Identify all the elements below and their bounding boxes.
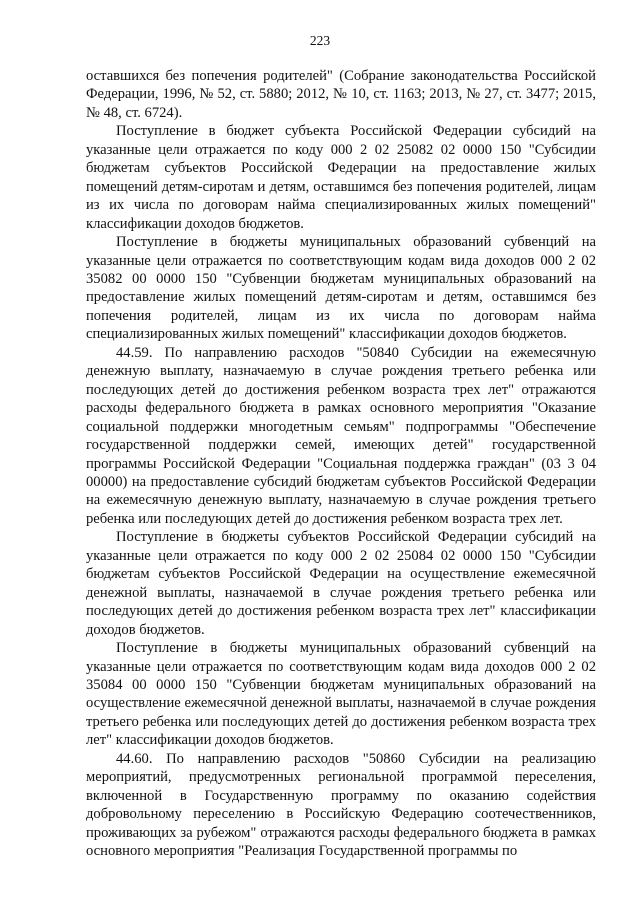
paragraph-clause-44-59: 44.59. По направлению расходов "50840 Субсидии на ежемесячную денежную выплату, назначаемую в случае рождения третьего ребенка или последующих детей до достижения ребенком возраста трех лет" отражаются расходы федерального бюджета в рамках основного мероприятия "Оказание социальной поддержки многодетным семьям" подпрограммы "Обеспечение государственной поддержки семей, имеющих детей" государственной программы Российской Федерации "Социальная поддержка граждан" (03 3 04 00000) на предоставление субсидий бюджетам субъектов Российской Федерации на ежемесячную денежную выплату, назначаемую в случае рождения третьего ребенка или последующих детей до достижения ребенком возраста трех лет. [86,344,596,527]
page-number: 223 [309,33,331,48]
paragraph: Поступление в бюджеты субъектов Российской Федерации субсидий на указанные цели отражается по коду 000 2 02 25084 02 0000 150 "Субсидии бюджетам субъектов Российской Федерации на осуществление ежемесячной денежной выплаты, назначаемой в случае рождения третьего ребенка или последующих детей до достижения ребенком возраста трех лет" классификации доходов бюджетов. [86,529,596,638]
paragraph: Поступление в бюджеты муниципальных образований субвенций на указанные цели отражается по соответствующим кодам вида доходов 000 2 02 35082 00 0000 150 "Субвенции бюджетам муниципальных образований на предоставление жилых помещений детям-сиротам и детям, оставшимся без попечения родителей, лицам из их числа по договорам найма специализированных жилых помещений" классификации доходов бюджетов. [86,234,596,343]
paragraph: Поступление в бюджет субъекта Российской Федерации субсидий на указанные цели отражается по коду 000 2 02 25082 02 0000 150 "Субсидии бюджетам субъектов Российской Федерации на предоставление жилых помещений детям-сиротам и детям, оставшимся без попечения родителей, лицам из их числа по договорам найма специализированных жилых помещений" классификации доходов бюджетов. [86,123,596,232]
paragraph-clause-44-60: 44.60. По направлению расходов "50860 Субсидии на реализацию мероприятий, предусмотренных региональной программой переселения, включенной в Государственную программу по оказанию содействия добровольному переселению в Российскую Федерацию соотечественников, проживающих за рубежом" отражаются расходы федерального бюджета в рамках основного мероприятия "Реализация Государственной программы по [86,750,596,860]
document-body [86,67,596,860]
paragraph: Поступление в бюджеты муниципальных образований субвенций на указанные цели отражается по соответствующим кодам вида доходов 000 2 02 35084 00 0000 150 "Субвенции бюджетам муниципальных образований на осуществление ежемесячной денежной выплаты, назначаемой в случае рождения третьего ребенка или последующих детей до достижения ребенком возраста трех лет" классификации доходов бюджетов. [86,640,596,749]
paragraph-continuation: оставшихся без попечения родителей" (Собрание законодательства Российской Федерации, 1996, № 52, ст. 5880; 2012, № 10, ст. 1163; 2013, № 27, ст. 3477; 2015, № 48, ст. 6724). [86,68,596,121]
